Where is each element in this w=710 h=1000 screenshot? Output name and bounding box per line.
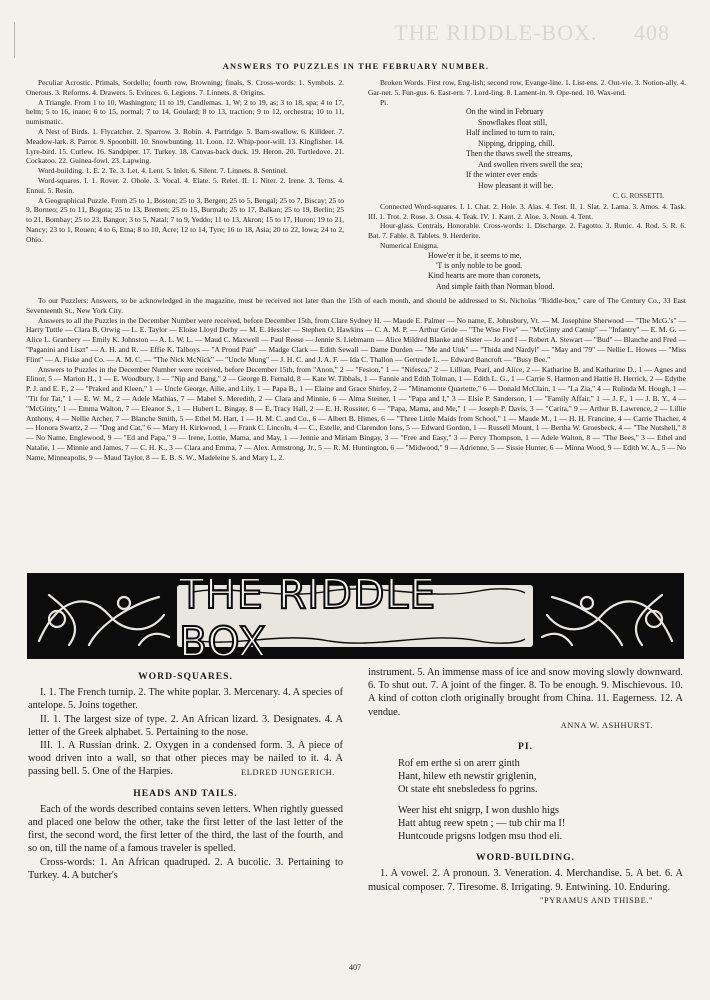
- banner-title-text: THE RIDDLE BOX: [179, 573, 437, 659]
- all-puzzles-solvers: Answers to all the Puzzles in the December Number were received, before December 15th, from Clare Sydney H. — Maude E. Palmer — No name, E. Johnsbury, Vt. — M. Josephine Sherwood — "The McG.'s" — Harry Tuttle — Clara B. Orwig — L. E. Taylor — Eloise Lloyd Derby — M. E. Hessler — Stephen O. Hawkins — C. A. M. P. — Arthur Gride — "The Wise Five" — "McGinty and Catnip" — "Infantry" — E. M. G. — Alice L. Granbery — Emily K. Johnston — A. L. W. L. — Maud C. Maxwell — Paul Reese — Jennie S. Liebmann — Alice Mildred Blanke and Sister — Jo and I — Robert A. Stewart — "Bud" — Blanche and Fred — "Paganini and Liszt" — A. H. and R. — Effie K. Talboys — "A Proud Pair" — Madge Clark — Edith Sewall — Dame Durden — "Me and Unk" — "Thida and Nardyl" — "May and '79" — Nellie L. Howes — "Miss Flint" — A. Fiske and Co. — A. M. C. — "The Nick McNick" — "Uncle Mung" — J. H. C. and J. A. F. — Ida C. Thallon — Gertrude L. — Edward Bancroft — "Busy Bee.": [26, 315, 686, 364]
- bleed-page-number: 408: [634, 20, 670, 45]
- poem-line: 'T is only noble to be good.: [436, 261, 523, 271]
- some-puzzles-solvers: Answers to Puzzles in the December Number were received, before December 15th, from "Anon," 2 — "Fesion," 1 — "Nifesca," 2 — Lillian, Pearl, and Alice, 2 — Katharine B. and Katharine D., 1 — Agnes and Elinor, 5 — Marion H., 1 — E. Woodbury, 1 — "Nip and Bang," 2 — George B. Fernald, 8 — Kate W. Tibbals, 1 — Fannie and Edith Tolman, 1 — Edith L. G., 1 — Carrie S. Harmon and Hattie H. Herrick, 2 — Edythe P. J. and E. F., 2 — "Praked and Kleen," 1 — Uncle George, Ailie, and Lily, 1 — Papa B., 1 — Elaine and Grace Shirley, 2 — "Minamonte Quartette," 6 — Donald McClain, 1 — "La Zia," 4 — Rulinda M. Hough, 1 — "Tit for Tat," 1 — E. W. M., 2 — Adele Mathias, 7 — Mabel S. Meredith, 2 — Clara and Minnie, 6 — Alma Steiner, 1 — "Papa and I," 3 — Elsie P. Sanderson, 1 — "Family Affair," 1 — J. F., 1 — J. B. Y., 4 — "McGinty," 1 — Emma Walton, 7 — Eleanor S., 1 — Hubert L. Bingay, 8 — E. Tracy Hall, 2 — E. H. Rossiter, 6 — "Papa, Mama, and Me," 1 — Joseph P. Davis, 3 — "Carita," 9 — Arthur B. Lawrence, 2 — Lillie Anthony, 4 — Nellie Archer, 7 — Blanche Smith, 5 — Ethel M. Hart, 1 — H. M. C. and Co., 6 — Albert B. Himes, 6 — "Three Little Maids from School," 1 — Maude M., 1 — H. H. Francine, 4 — Carrie Thacher, 4 — Honora Swartz, 2 — "Dog and Cat," 6 — Mary H. Kirkwood, 1 — Frank C. Lincoln, 4 — C., Estelle, and Clarendon Ions, 5 — Edward Gordon, 1 — Russell Mount, 1 — Bertha W. Groesbeck, 4 — "The Nutshell," 8 — No Name, Englewood, 9 — "Ed and Papa," 9 — Irene, Lottie, Mama, and May, 1 — Jennie and Miriam Bingay, 3 — "Free and Easy," 3 — Percy Thompson, 1 — Adele Walton, 8 — "The Bees," 3 — Ethel and Natalie, 1 — Minnie and James, 7 — C. H. K., 3 — Clara and Emma, 7 — Alex. Armstrong, Jr., 5 — R. M. Huntington, 6 — "Midwood," 9 — Adrienne, 5 — Sissie Hunter, 6 — Minna Wood, 9 — Edith W. A., 5 — No Name, Minneapolis, 9 — Maud Taylor, 8 — E. B. S. W., Madeleine S. and Mary L, 2.: [26, 364, 686, 462]
- word-building-text: 1. A vowel. 2. A pronoun. 3. Veneration. 4. Merchandise. 5. A bet. 6. A musical composer. 7. Tiresome. 8. Irrigating. 9. Entwining. 10. Enduring.: [368, 868, 683, 893]
- poem-line: Howe'er it be, it seems to me,: [428, 250, 522, 260]
- answer-geographical-puzzle: A Geographical Puzzle. From 25 to 1, Boston; 25 to 3, Bergen; 25 to 5, Bengal; 25 to 7, Biscay; 25 to 9, Borneo; 25 to 11, Bogota; 25 to 13, Bremen; 25 to 15, Burmah; 25 to 17, Balkan; 25 to 19, Berlin; 25 to 21, Bombay; 25 to 23, Bangor; 3 to 5, Natal; 7 to 9, Yeddo; 11 to 13, Akron; 15 to 17, Huron; 19 to 21, Nancy; 23 to 1, Rouen; 4 to 6, Etna; 8 to 10, Acre; 12 to 14, Tyre; 16 to 18, Asia; 20 to 22, Iowa; 24 to 2, Ohio.: [26, 195, 344, 244]
- answer-triangle: A Triangle. From 1 to 10, Washington; 11 to 19, Candlemas. 1, W; 2 to 19, as; 3 to 18, spa; 4 to 17, helm; 5 to 16, inane; 6 to 15, normal; 7 to 14, Goulard; 8 to 13, traction; 9 to 12, orchestra; 10 to 11, numismatic.: [26, 97, 344, 127]
- answer-broken-words: Broken Words. First row, Eng-lish; second row, Evange-line. 1. List-ens. 2. Out-vie. 3. Notion-ally. 4. Gar-net. 5. Fun-gus. 6. East-ern. 7. Lord-ling. 8. Lament-in. 9. Ope-ned. 10. Wax-end.: [368, 78, 686, 97]
- word-square-3-text: III. 1. A Russian drink. 2. Oxygen in a condensed form. 3. A piece of wood driven into a wall, so that other pieces may be nailed to it. 4. A passing bell. 5. One of the Harpies.: [28, 740, 343, 778]
- poem-line: How pleasant it will be.: [478, 180, 554, 190]
- riddle-columns: [28, 666, 683, 907]
- word-building-heading: WORD-BUILDING.: [475, 852, 576, 864]
- pi-line: Huntcoude prigsns lodgen msu thod eli.: [398, 831, 563, 843]
- word-square-3: [28, 739, 343, 779]
- answer-word-building: Word-building. 1. E. 2. Te. 3. Let. 4. Lent. 5. Inlet. 6. Silent. 7. Linnets. 8. Sentinel.: [38, 166, 288, 176]
- answers-columns: [26, 78, 686, 292]
- pi-line: Hant, hilew eth newstir griglenin,: [398, 771, 537, 783]
- pi-puzzle-poem: [398, 757, 683, 843]
- answer-nest-of-birds: A Nest of Birds. 1. Flycatcher. 2. Sparrow. 3. Robin. 4. Partridge. 5. Barn-swallow. 6. Killdeer. 7. Meadow-lark. 8. Parrot. 9. Spoonbill. 10. Snowbunting. 11. Loon. 12. Whip-poor-will. 13. Kingfisher. 14. Lyre-bird. 15. Curlew. 16. Sandpiper. 17. Turkey. 18. Canvas-back duck. 19. Heron. 20. Turtledove. 21. Cockatoo. 22. Guinea-fowl. 23. Lapwing.: [26, 126, 344, 166]
- answers-heading: ANSWERS TO PUZZLES IN THE FEBRUARY NUMBER.: [222, 62, 490, 71]
- pi-stanza-break: [398, 796, 683, 804]
- heads-tails-cross-words: Cross-words: 1. An African quadruped. 2. A bucolic. 3. Pertaining to Turkey. 4. A butcher's: [28, 856, 343, 881]
- word-square-1: I. 1. The French turnip. 2. The white poplar. 3. Mercenary. 4. A species of antelope. 5. Joins together.: [28, 687, 343, 712]
- poem-line: Snowflakes float still,: [478, 117, 548, 127]
- bleed-through-header: [394, 20, 670, 46]
- banner-title: [179, 573, 535, 659]
- bleed-title: THE RIDDLE-BOX.: [394, 20, 598, 45]
- answers-left-column: [26, 78, 344, 292]
- word-squares-heading: WORD-SQUARES.: [138, 671, 233, 682]
- poem-line: And simple faith than Norman blood.: [436, 281, 555, 291]
- answer-pi-poem: [466, 107, 686, 202]
- answer-word-squares: Word-squares. I. 1. Rover. 2. Obole. 3. Vocal. 4. Elate. 5. Relet. II. 1. Niter. 2. Irene. 3. Terns. 4. Ennui. 5. Resin.: [26, 175, 344, 195]
- heads-tails-signature: ANNA W. ASHHURST.: [560, 720, 653, 730]
- answers-right-column: [368, 78, 686, 292]
- poem-line: On the wind in February: [466, 107, 544, 117]
- answer-connected-word-squares: Connected Word-squares. I. 1. Chat. 2. Hole. 3. Alas. 4. Test. II. 1. Slat. 2. Lama. 3. Amos. 4. Task. III. 1. Trot. 2. Rose. 3. Ossa. 4. Teak. IV. 1. Kant. 2. Aloe. 3. Noun. 4. Tent.: [368, 201, 686, 221]
- poem-credit: C. G. ROSSETTI.: [612, 192, 664, 201]
- pi-line: Rof em erthe si on arerr ginth: [398, 758, 520, 770]
- answers-section: [26, 52, 686, 463]
- heads-tails-instructions: Each of the words described contains seven letters. When rightly guessed and placed one below the other, take the first letter of the last letter of the first, the second word, the first letter of the third, the last of the fourth, and so on, till the name of a famous traveler is spelled.: [28, 803, 343, 855]
- poem-line: If the winter ever ends: [466, 170, 537, 180]
- pi-line: Hatt ahtug reew spetn ; — tub chir ma I!: [398, 818, 566, 830]
- pi-line: Weer hist eht snigrp, I won dushlo higs: [398, 805, 560, 817]
- margin-mark: [14, 22, 15, 58]
- poem-line: Kind hearts are more than coronets,: [428, 271, 541, 281]
- poem-line: Half inclined to turn to rain,: [466, 128, 555, 138]
- heads-tails-heading: HEADS AND TAILS.: [133, 787, 238, 799]
- heads-tails-continued: instrument. 5. An immense mass of ice and snow moving slowly downward. 6. To shut out. 7. A joint of the finger. 8. To be enough. 9. Mischievous. 10. A kind of cotton cloth originally brought from China. 11. Eagerness. 12. A vendue.: [368, 667, 683, 718]
- poem-line: Then the thaws swell the streams,: [466, 149, 573, 159]
- riddle-box-banner: [27, 573, 684, 659]
- word-building-signature: "PYRAMUS AND THISBE.": [539, 895, 653, 905]
- riddle-right-column: [368, 666, 683, 907]
- puzzler-notice: To our Puzzlers: Answers, to be acknowledged in the magazine, must be received not later than the 15th of each month, and should be addressed to St. Nicholas "Riddle-box," care of The Century Co., 33 East Seventeenth St., New York City.: [26, 296, 686, 315]
- page-number: 407: [349, 963, 361, 972]
- word-squares-signature: ELDRED JUNGERICH.: [241, 768, 335, 778]
- answer-enigma-label: Numerical Enigma.: [380, 241, 439, 251]
- answer-peculiar-acrostic: Peculiar Acrostic. Primals, Sordello; fourth row, Browning; finals, S. Cross-words: 1. Symbols. 2. Onerous. 3. Reforms. 4. Drawers. 5. Evinces. 6. Legions. 7. Linnets. 8. Origins.: [26, 78, 344, 97]
- answer-enigma-poem: [428, 251, 686, 292]
- solvers-section: [26, 296, 686, 463]
- poem-line: And swollen rivers swell the sea;: [478, 159, 583, 169]
- answer-pi-label: Pi.: [380, 97, 389, 107]
- answer-hour-glass: Hour-glass. Centrals, Honorable. Cross-words: 1. Discharge. 2. Fagotto. 3. Runic. 4. Rod. 5. R. 6. Bat. 7. Fable. 8. Tablets. 9. Herderite.: [368, 221, 686, 241]
- word-square-2: II. 1. The largest size of type. 2. An African lizard. 3. Designates. 4. A letter of the Greek alphabet. 5. Pertaining to the nose.: [28, 713, 343, 738]
- riddle-left-column: [28, 666, 343, 907]
- pi-heading: PI.: [518, 741, 533, 753]
- pi-line: Ot state eht snebsledess fo pgrins.: [398, 784, 538, 796]
- poem-line: Nipping, dripping, chill.: [478, 138, 555, 148]
